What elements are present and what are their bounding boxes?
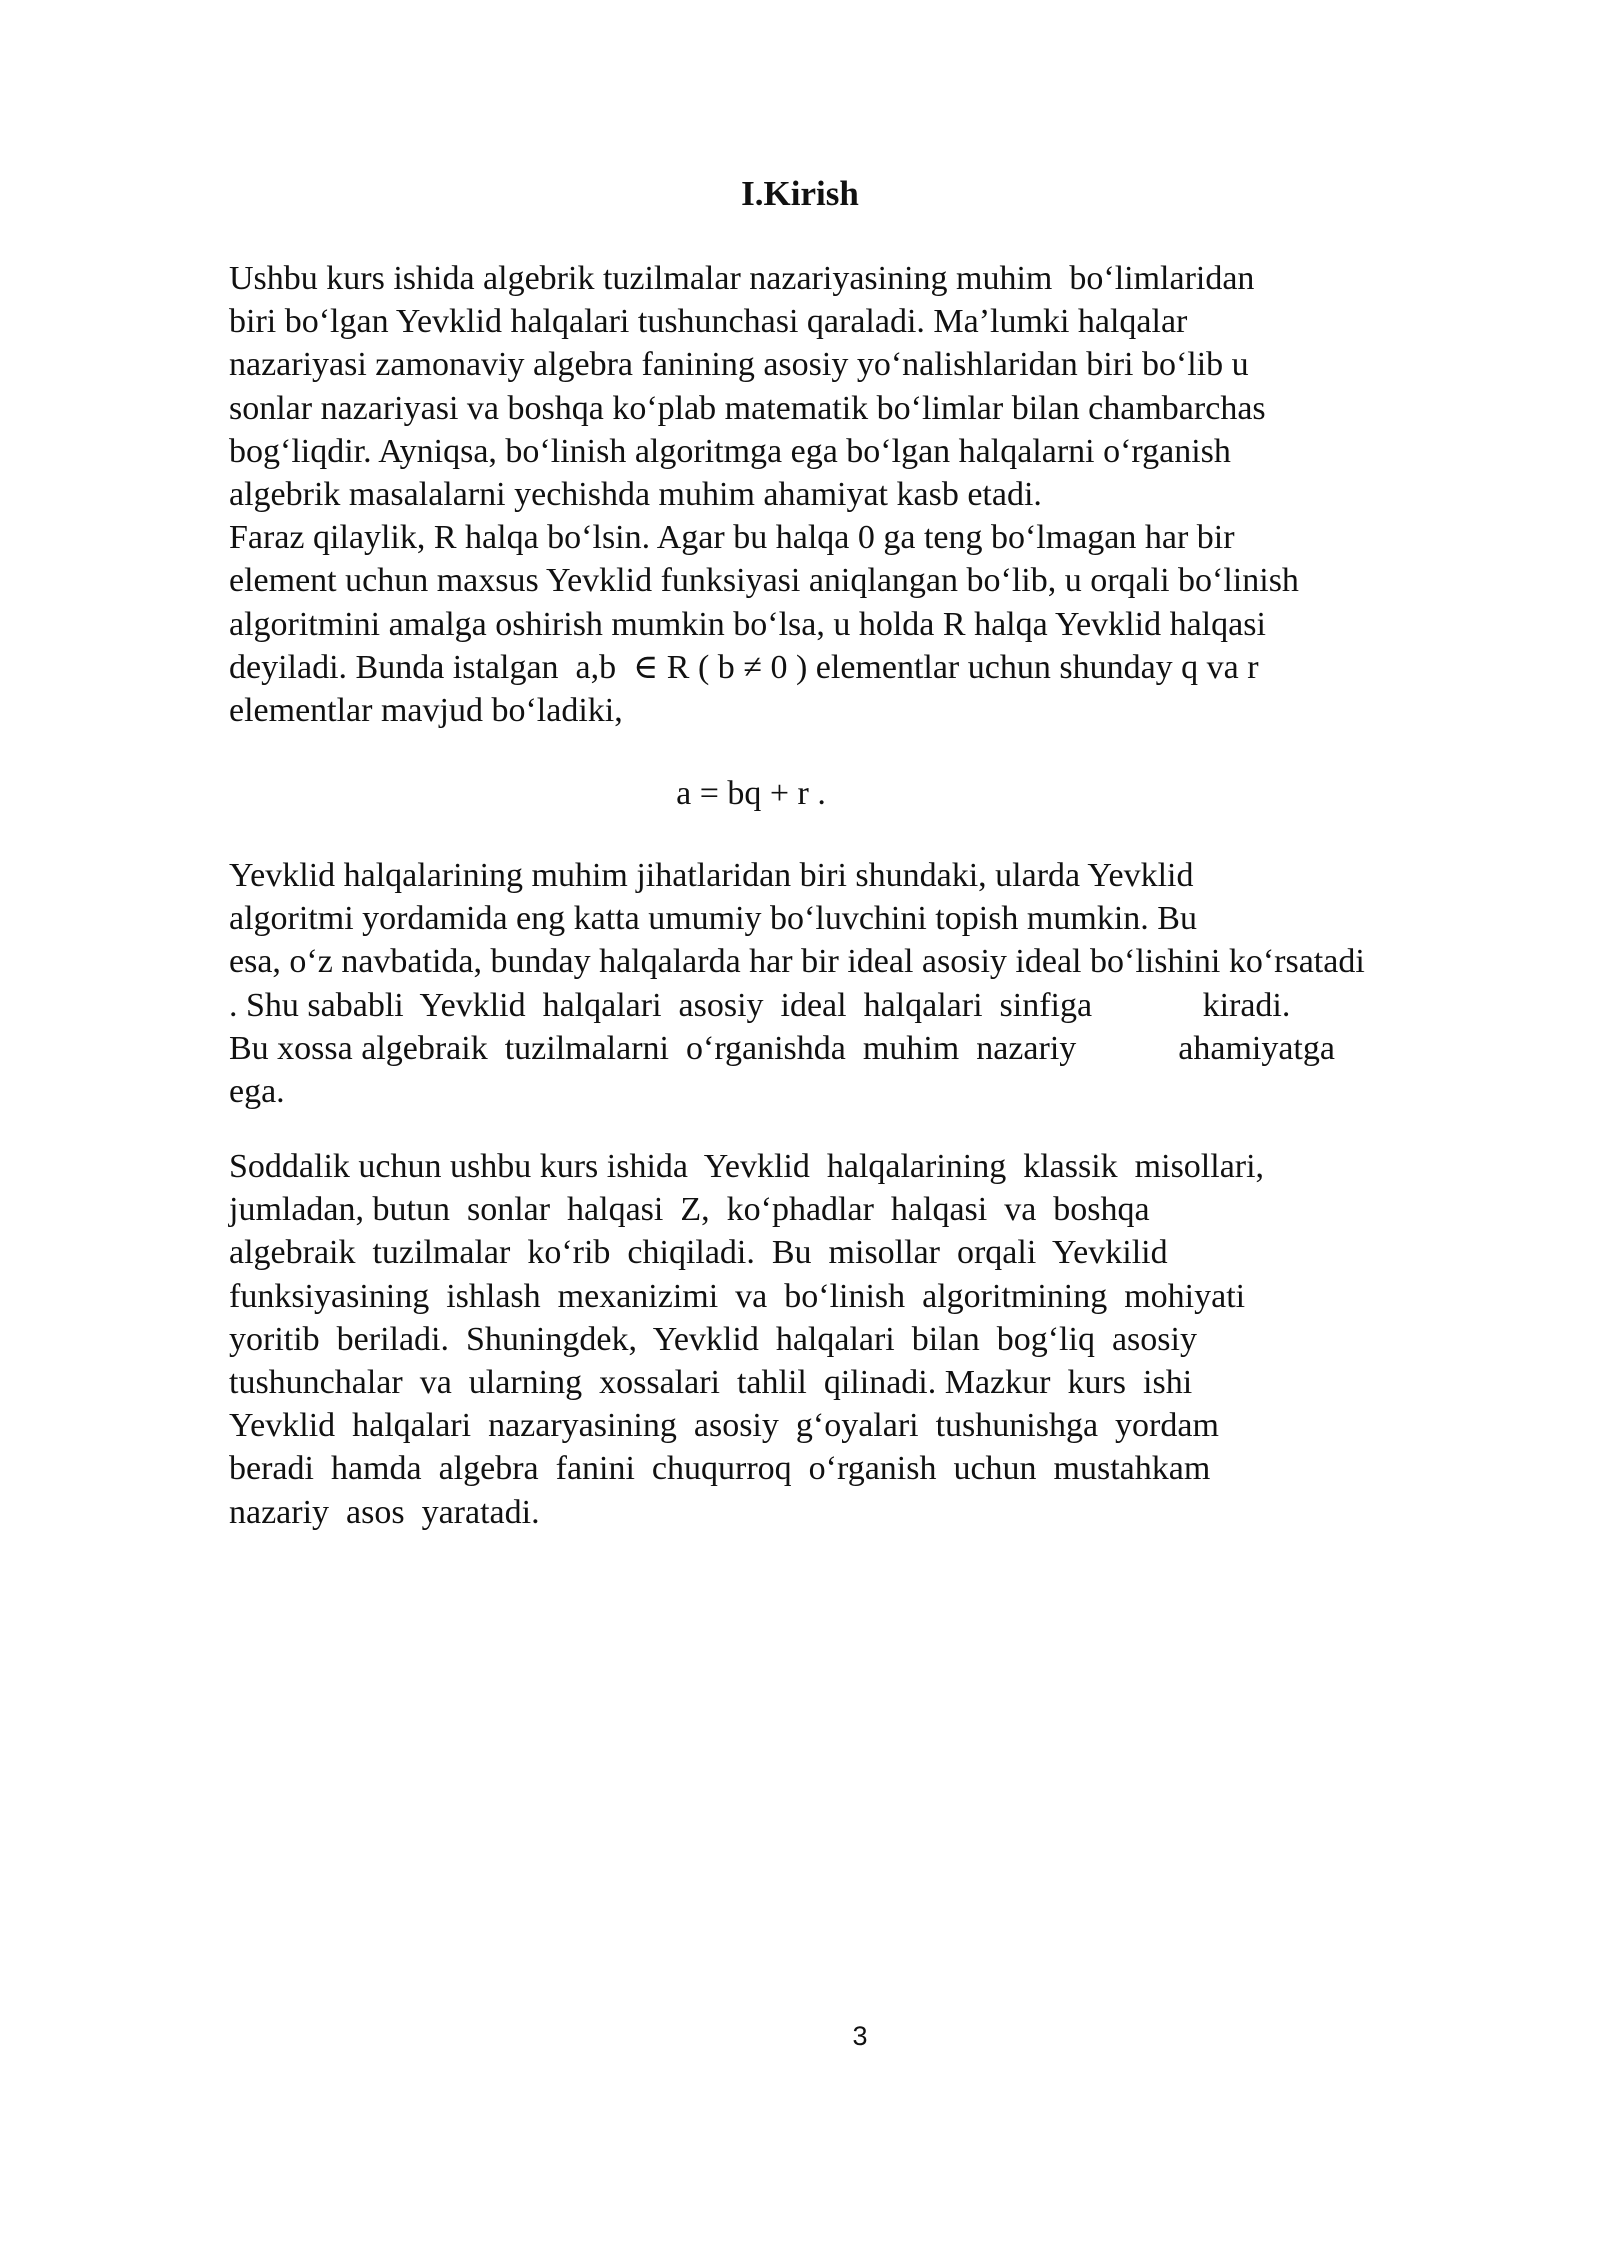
paragraph-line: nazariy asos yaratadi.: [229, 1493, 540, 1531]
section-title: I.Kirish: [741, 174, 859, 213]
paragraph-line: biri boʻlgan Yevklid halqalari tushunchasi qaraladi. Ma’lumki halqalar: [229, 303, 1188, 341]
paragraph-line: sonlar nazariyasi va boshqa koʻplab matematik boʻlimlar bilan chambarchas: [229, 389, 1266, 427]
paragraph-line: Bu xossa algebraik tuzilmalarni oʻrganishda muhim nazariy ahamiyatga: [229, 1029, 1335, 1067]
paragraph-line: Faraz qilaylik, R halqa boʻlsin. Agar bu halqa 0 ga teng boʻlmagan har bir: [229, 519, 1235, 557]
intro-paragraph: [229, 257, 1529, 732]
paragraph-line: algebraik tuzilmalar koʻrib chiqiladi. Bu misollar orqali Yevkilid: [229, 1234, 1168, 1272]
paragraph-line: yoritib beriladi. Shuningdek, Yevklid halqalari bilan bogʻliq asosiy: [229, 1320, 1197, 1358]
paragraph-line: nazariyasi zamonaviy algebra fanining asosiy yoʻnalishlaridan biri boʻlib u: [229, 346, 1249, 384]
properties-paragraph: [229, 854, 1529, 1113]
paragraph-line: tushunchalar va ularning xossalari tahlil qilinadi. Mazkur kurs ishi: [229, 1363, 1193, 1401]
paragraph-line: bogʻliqdir. Ayniqsa, boʻlinish algoritmga ega boʻlgan halqalarni oʻrganish: [229, 432, 1231, 470]
division-equation: a = bq + r .: [676, 775, 826, 812]
paragraph-line: funksiyasining ishlash mexanizimi va boʻlinish algoritmining mohiyati: [229, 1277, 1246, 1315]
paragraph-line: Soddalik uchun ushbu kurs ishida Yevklid halqalarining klassik misollari,: [229, 1148, 1265, 1185]
paragraph-line: Ushbu kurs ishida algebrik tuzilmalar nazariyasining muhim boʻlimlaridan: [229, 260, 1255, 297]
paragraph-line: . Shu sababli Yevklid halqalari asosiy ideal halqalari sinfiga kiradi.: [229, 986, 1291, 1024]
paragraph-line: Yevklid halqalari nazaryasining asosiy gʻoyalari tushunishga yordam: [229, 1407, 1219, 1445]
paragraph-line: algoritmi yordamida eng katta umumiy boʻluvchini topish mumkin. Bu: [229, 900, 1197, 938]
examples-paragraph: [229, 1145, 1529, 1534]
paragraph-line: elementlar mavjud boʻladiki,: [229, 691, 623, 729]
paragraph-line: jumladan, butun sonlar halqasi Z, koʻphadlar halqasi va boshqa: [229, 1191, 1150, 1229]
paragraph-line: algoritmini amalga oshirish mumkin boʻlsa, u holda R halqa Yevklid halqasi: [229, 605, 1266, 643]
paragraph-line: Yevklid halqalarining muhim jihatlaridan biri shundaki, ularda Yevklid: [229, 857, 1194, 894]
paragraph-line: deyiladi. Bunda istalgan a,b ∈ R ( b ≠ 0 ) elementlar uchun shunday q va r: [229, 648, 1259, 686]
paragraph-line: ega.: [229, 1072, 285, 1110]
paragraph-line: esa, oʻz navbatida, bunday halqalarda har bir ideal asosiy ideal boʻlishini koʻrsatadi: [229, 943, 1365, 981]
paragraph-line: beradi hamda algebra fanini chuqurroq oʻrganish uchun mustahkam: [229, 1450, 1211, 1488]
paragraph-line: element uchun maxsus Yevklid funksiyasi aniqlangan boʻlib, u orqali boʻlinish: [229, 562, 1299, 600]
paragraph-line: algebrik masalalarni yechishda muhim ahamiyat kasb etadi.: [229, 475, 1042, 513]
page-number: 3: [852, 2021, 868, 2051]
